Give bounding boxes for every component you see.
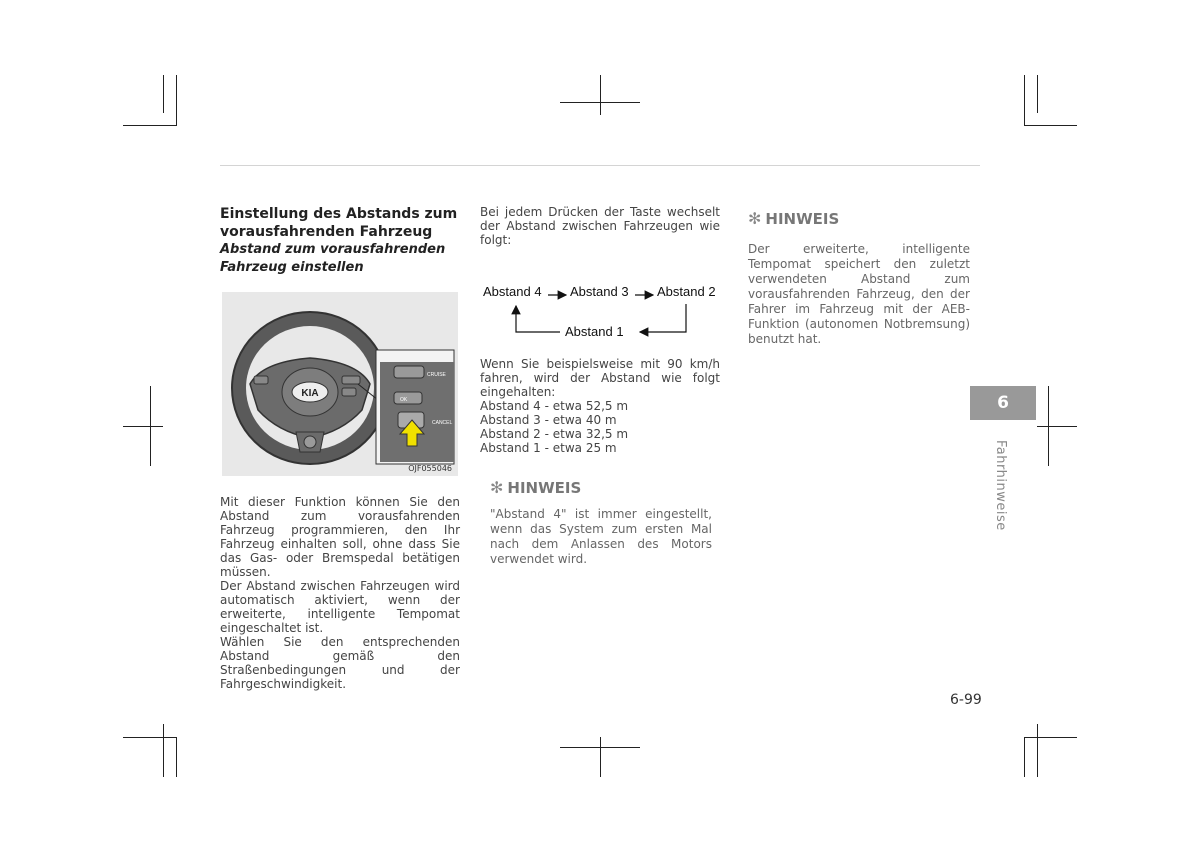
note-box-1 — [490, 478, 712, 567]
note-title — [490, 478, 712, 497]
col1-body — [220, 495, 460, 691]
cancel-label: CANCEL — [432, 420, 453, 426]
note-title — [748, 209, 970, 228]
crop-mark — [163, 724, 164, 777]
note-text: "Abstand 4" ist immer eingestellt, wenn das System zum ersten Mal nach dem Anlassen des Motors verwendet wird. — [490, 507, 712, 566]
cycle-arrows — [480, 278, 720, 344]
crop-mark — [150, 386, 151, 466]
crop-mark — [123, 426, 163, 427]
paragraph: Der Abstand zwischen Fahrzeugen wird automatisch aktiviert, wenn der erweiterte, intelligente Tempomat eingeschaltet ist. — [220, 579, 460, 635]
example-intro: Wenn Sie beispielsweise mit 90 km/h fahren, wird der Abstand wie folgt eingehalten: — [480, 357, 720, 399]
chapter-title: Fahrhinweise — [993, 440, 1008, 531]
crop-mark — [1024, 737, 1025, 777]
note-text: Der erweiterte, intelligente Tempomat speichert den zuletzt verwendeten Abstand zum vorausfahrenden Fahrzeug, den der Fahrer im Fahrzeug mit der AEB-Funktion (autonomen Notbremsung) benutzt hat. — [748, 242, 970, 346]
distance-1-label: Abstand 1 — [565, 324, 624, 339]
crop-mark — [600, 75, 601, 115]
distance-cycle-diagram — [480, 278, 720, 344]
example-line: Abstand 3 - etwa 40 m — [480, 413, 617, 427]
arrow-2-to-1 — [640, 304, 686, 332]
kia-logo-text: KIA — [301, 388, 319, 399]
cruise-label: CRUISE — [427, 372, 446, 378]
distance-2-label: Abstand 2 — [657, 284, 716, 299]
column-1 — [220, 205, 460, 277]
example-line: Abstand 4 - etwa 52,5 m — [480, 399, 629, 413]
distance-4-label: Abstand 4 — [483, 284, 542, 299]
distance-3-label: Abstand 3 — [570, 284, 629, 299]
intro-text: Bei jedem Drücken der Taste wechselt der Abstand zwischen Fahrzeugen wie folgt: — [480, 205, 720, 247]
example-line: Abstand 1 - etwa 25 m — [480, 441, 617, 455]
crop-mark — [123, 125, 176, 126]
crop-mark — [1037, 426, 1077, 427]
crop-mark — [1037, 75, 1038, 113]
example-line: Abstand 2 - etwa 32,5 m — [480, 427, 629, 441]
paragraph: Mit dieser Funktion können Sie den Abstand zum vorausfahrenden Fahrzeug programmieren, den Ihr Fahrzeug einhalten soll, ohne dass Sie das Gas- oder Bremspedal betätigen müssen. — [220, 495, 460, 579]
asterisk-icon: ✻ — [490, 478, 504, 497]
example-block — [480, 357, 720, 455]
crop-mark — [1048, 386, 1049, 466]
page-number: 6-99 — [950, 692, 982, 708]
steering-wheel-figure — [222, 292, 458, 476]
section-heading: Einstellung des Abstands zum vorausfahrenden Fahrzeug — [220, 206, 458, 240]
chapter-number-tab: 6 — [970, 386, 1036, 420]
crop-mark — [1024, 737, 1077, 738]
crop-mark — [123, 737, 176, 738]
crop-mark — [176, 737, 177, 777]
steering-wheel-illustration — [222, 292, 458, 476]
crop-mark — [176, 75, 177, 126]
header-rule — [220, 165, 980, 166]
crop-mark — [1024, 125, 1077, 126]
paragraph: Wählen Sie den entsprechenden Abstand gemäß den Straßenbedingungen und der Fahrgeschwindigkeit. — [220, 635, 460, 691]
ok-label: OK — [400, 397, 408, 403]
crop-mark — [163, 75, 164, 113]
crop-mark — [600, 737, 601, 777]
column-2 — [480, 205, 720, 247]
note-title-text: HINWEIS — [765, 209, 840, 228]
crop-mark — [1024, 75, 1025, 126]
arrow-1-to-4 — [516, 306, 560, 332]
column-3 — [748, 205, 970, 347]
asterisk-icon: ✻ — [748, 209, 762, 228]
section-subheading: Abstand zum vorausfahrenden Fahrzeug einstellen — [220, 242, 446, 275]
crop-mark — [1037, 724, 1038, 777]
figure-code: OJF055046 — [408, 464, 452, 473]
note-title-text: HINWEIS — [507, 478, 582, 497]
